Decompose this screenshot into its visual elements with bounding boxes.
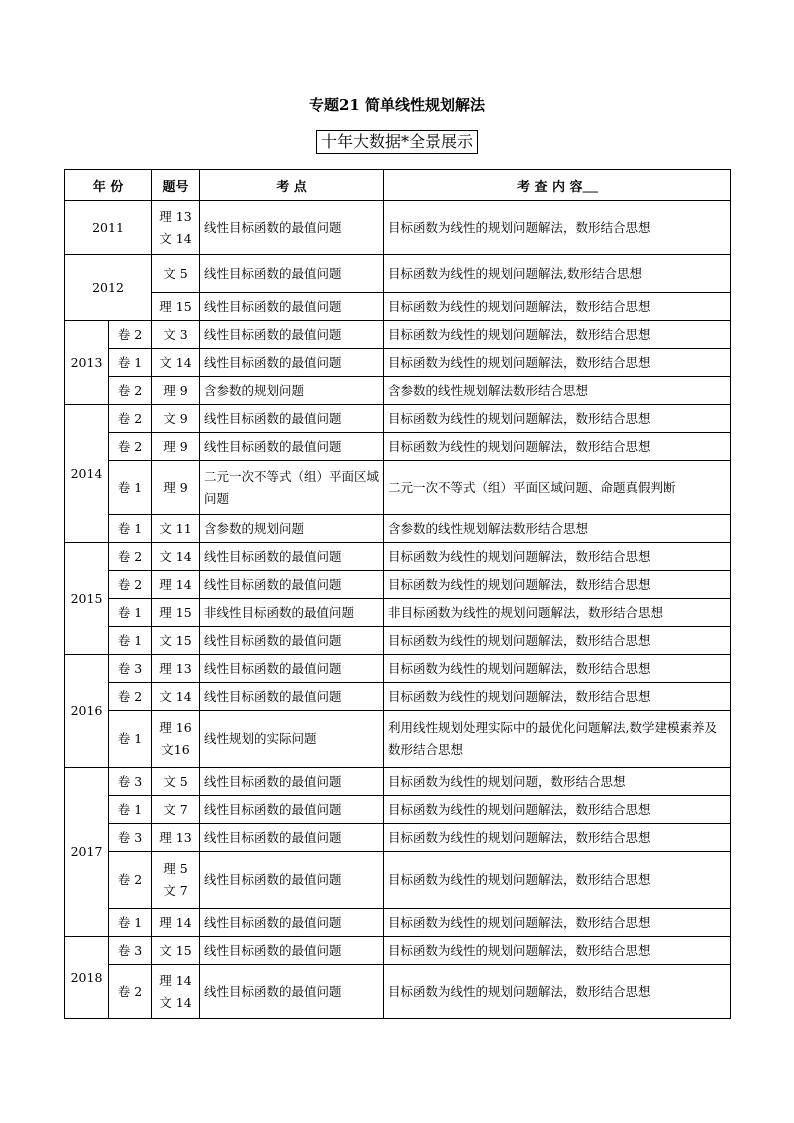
problem-cell: 理 13 — [152, 655, 200, 683]
problem-cell: 理 14 — [152, 571, 200, 599]
point-cell: 线性目标函数的最值问题 — [200, 965, 384, 1019]
point-cell: 线性目标函数的最值问题 — [200, 909, 384, 937]
content-cell: 目标函数为线性的规划问题解法，数形结合思想 — [384, 405, 731, 433]
header-year: 年 份 — [65, 170, 152, 201]
volume-cell: 卷 2 — [109, 965, 152, 1019]
point-cell: 线性目标函数的最值问题 — [200, 571, 384, 599]
volume-cell: 卷 1 — [109, 599, 152, 627]
table-header-row — [65, 170, 731, 201]
table-row — [65, 543, 731, 571]
volume-cell: 卷 2 — [109, 543, 152, 571]
problem-cell: 文 15 — [152, 937, 200, 965]
table-row — [65, 937, 731, 965]
point-cell: 线性目标函数的最值问题 — [200, 655, 384, 683]
content-cell: 目标函数为线性的规划问题解法，数形结合思想 — [384, 293, 731, 321]
content-cell: 目标函数为线性的规划问题解法，数形结合思想 — [384, 937, 731, 965]
content-cell: 目标函数为线性的规划问题解法，数形结合思想 — [384, 909, 731, 937]
content-cell: 目标函数为线性的规划问题解法，数形结合思想 — [384, 683, 731, 711]
problem-cell: 文 11 — [152, 515, 200, 543]
table-row — [65, 627, 731, 655]
problem-cell: 理 15 — [152, 599, 200, 627]
table-row — [65, 768, 731, 796]
table-row — [65, 461, 731, 515]
year-cell: 2012 — [65, 255, 152, 321]
point-cell: 线性目标函数的最值问题 — [200, 405, 384, 433]
volume-cell: 卷 3 — [109, 824, 152, 852]
content-cell: 含参数的线性规划解法数形结合思想 — [384, 377, 731, 405]
table-row — [65, 683, 731, 711]
year-cell: 2018 — [65, 937, 109, 1019]
table-row — [65, 852, 731, 909]
problem-cell: 理 5 文 7 — [152, 852, 200, 909]
exam-table — [64, 169, 731, 1019]
point-cell: 线性目标函数的最值问题 — [200, 768, 384, 796]
problem-cell: 理 9 — [152, 461, 200, 515]
table-row — [65, 377, 731, 405]
point-cell: 线性目标函数的最值问题 — [200, 627, 384, 655]
content-cell: 目标函数为线性的规划问题解法，数形结合思想 — [384, 655, 731, 683]
volume-cell: 卷 3 — [109, 937, 152, 965]
volume-cell: 卷 2 — [109, 683, 152, 711]
problem-cell: 理 15 — [152, 293, 200, 321]
table-row — [65, 201, 731, 255]
year-cell: 2017 — [65, 768, 109, 937]
table-row — [65, 433, 731, 461]
header-content: 考 查 内 容▁▁▁▁ — [384, 170, 731, 201]
volume-cell: 卷 1 — [109, 515, 152, 543]
content-cell: 目标函数为线性的规划问题解法,数形结合思想 — [384, 255, 731, 293]
content-cell: 目标函数为线性的规划问题解法，数形结合思想 — [384, 627, 731, 655]
subtitle-wrap — [0, 130, 794, 154]
table-row — [65, 293, 731, 321]
content-cell: 目标函数为线性的规划问题解法，数形结合思想 — [384, 852, 731, 909]
point-cell: 线性目标函数的最值问题 — [200, 937, 384, 965]
content-cell: 目标函数为线性的规划问题解法，数形结合思想 — [384, 796, 731, 824]
volume-cell: 卷 3 — [109, 768, 152, 796]
content-cell: 目标函数为线性的规划问题解法，数形结合思想 — [384, 201, 731, 255]
problem-cell: 文 3 — [152, 321, 200, 349]
page-subtitle: 十年大数据*全景展示 — [316, 130, 478, 154]
problem-cell: 理 9 — [152, 433, 200, 461]
table-row — [65, 796, 731, 824]
volume-cell: 卷 2 — [109, 852, 152, 909]
content-cell: 目标函数为线性的规划问题，数形结合思想 — [384, 768, 731, 796]
year-cell: 2016 — [65, 655, 109, 768]
table-row — [65, 405, 731, 433]
content-cell: 目标函数为线性的规划问题解法，数形结合思想 — [384, 321, 731, 349]
table-row — [65, 321, 731, 349]
volume-cell: 卷 1 — [109, 796, 152, 824]
table-row — [65, 599, 731, 627]
problem-cell: 文 9 — [152, 405, 200, 433]
problem-cell: 理 14 — [152, 909, 200, 937]
problem-cell: 理 13 文 14 — [152, 201, 200, 255]
table-row — [65, 965, 731, 1019]
point-cell: 线性目标函数的最值问题 — [200, 255, 384, 293]
content-cell: 目标函数为线性的规划问题解法，数形结合思想 — [384, 349, 731, 377]
content-cell: 目标函数为线性的规划问题解法，数形结合思想 — [384, 433, 731, 461]
table-row — [65, 909, 731, 937]
volume-cell: 卷 1 — [109, 349, 152, 377]
problem-cell: 理 16 文16 — [152, 711, 200, 768]
volume-cell: 卷 2 — [109, 433, 152, 461]
point-cell: 线性目标函数的最值问题 — [200, 201, 384, 255]
problem-cell: 理 13 — [152, 824, 200, 852]
content-cell: 目标函数为线性的规划问题解法，数形结合思想 — [384, 571, 731, 599]
point-cell: 含参数的规划问题 — [200, 515, 384, 543]
content-cell: 目标函数为线性的规划问题解法，数形结合思想 — [384, 543, 731, 571]
header-problem: 题号 — [152, 170, 200, 201]
point-cell: 二元一次不等式（组）平面区域问题 — [200, 461, 384, 515]
point-cell: 含参数的规划问题 — [200, 377, 384, 405]
point-cell: 非线性目标函数的最值问题 — [200, 599, 384, 627]
table-row — [65, 255, 731, 293]
table-row — [65, 824, 731, 852]
volume-cell: 卷 2 — [109, 321, 152, 349]
point-cell: 线性规划的实际问题 — [200, 711, 384, 768]
year-cell: 2011 — [65, 201, 152, 255]
header-point: 考 点 — [200, 170, 384, 201]
volume-cell: 卷 1 — [109, 461, 152, 515]
point-cell: 线性目标函数的最值问题 — [200, 683, 384, 711]
content-cell: 利用线性规划处理实际中的最优化问题解法,数学建模素养及数形结合思想 — [384, 711, 731, 768]
year-cell: 2013 — [65, 321, 109, 405]
problem-cell: 文 5 — [152, 255, 200, 293]
problem-cell: 理 9 — [152, 377, 200, 405]
content-cell: 目标函数为线性的规划问题解法，数形结合思想 — [384, 824, 731, 852]
content-cell: 目标函数为线性的规划问题解法，数形结合思想 — [384, 965, 731, 1019]
volume-cell: 卷 1 — [109, 711, 152, 768]
volume-cell: 卷 2 — [109, 377, 152, 405]
point-cell: 线性目标函数的最值问题 — [200, 433, 384, 461]
problem-cell: 文 7 — [152, 796, 200, 824]
problem-cell: 文 15 — [152, 627, 200, 655]
table-row — [65, 711, 731, 768]
content-cell: 二元一次不等式（组）平面区域问题、命题真假判断 — [384, 461, 731, 515]
point-cell: 线性目标函数的最值问题 — [200, 543, 384, 571]
point-cell: 线性目标函数的最值问题 — [200, 293, 384, 321]
volume-cell: 卷 3 — [109, 655, 152, 683]
content-cell: 含参数的线性规划解法数形结合思想 — [384, 515, 731, 543]
table-row — [65, 349, 731, 377]
point-cell: 线性目标函数的最值问题 — [200, 824, 384, 852]
year-cell: 2015 — [65, 543, 109, 655]
problem-cell: 文 14 — [152, 543, 200, 571]
problem-cell: 理 14 文 14 — [152, 965, 200, 1019]
point-cell: 线性目标函数的最值问题 — [200, 852, 384, 909]
year-cell: 2014 — [65, 405, 109, 543]
volume-cell: 卷 1 — [109, 627, 152, 655]
volume-cell: 卷 2 — [109, 405, 152, 433]
point-cell: 线性目标函数的最值问题 — [200, 796, 384, 824]
page-title: 专题21 简单线性规划解法 — [308, 96, 486, 114]
table-row — [65, 515, 731, 543]
point-cell: 线性目标函数的最值问题 — [200, 321, 384, 349]
table-row — [65, 655, 731, 683]
volume-cell: 卷 1 — [109, 909, 152, 937]
problem-cell: 文 14 — [152, 683, 200, 711]
problem-cell: 文 5 — [152, 768, 200, 796]
content-cell: 非目标函数为线性的规划问题解法，数形结合思想 — [384, 599, 731, 627]
problem-cell: 文 14 — [152, 349, 200, 377]
volume-cell: 卷 2 — [109, 571, 152, 599]
point-cell: 线性目标函数的最值问题 — [200, 349, 384, 377]
table-row — [65, 571, 731, 599]
